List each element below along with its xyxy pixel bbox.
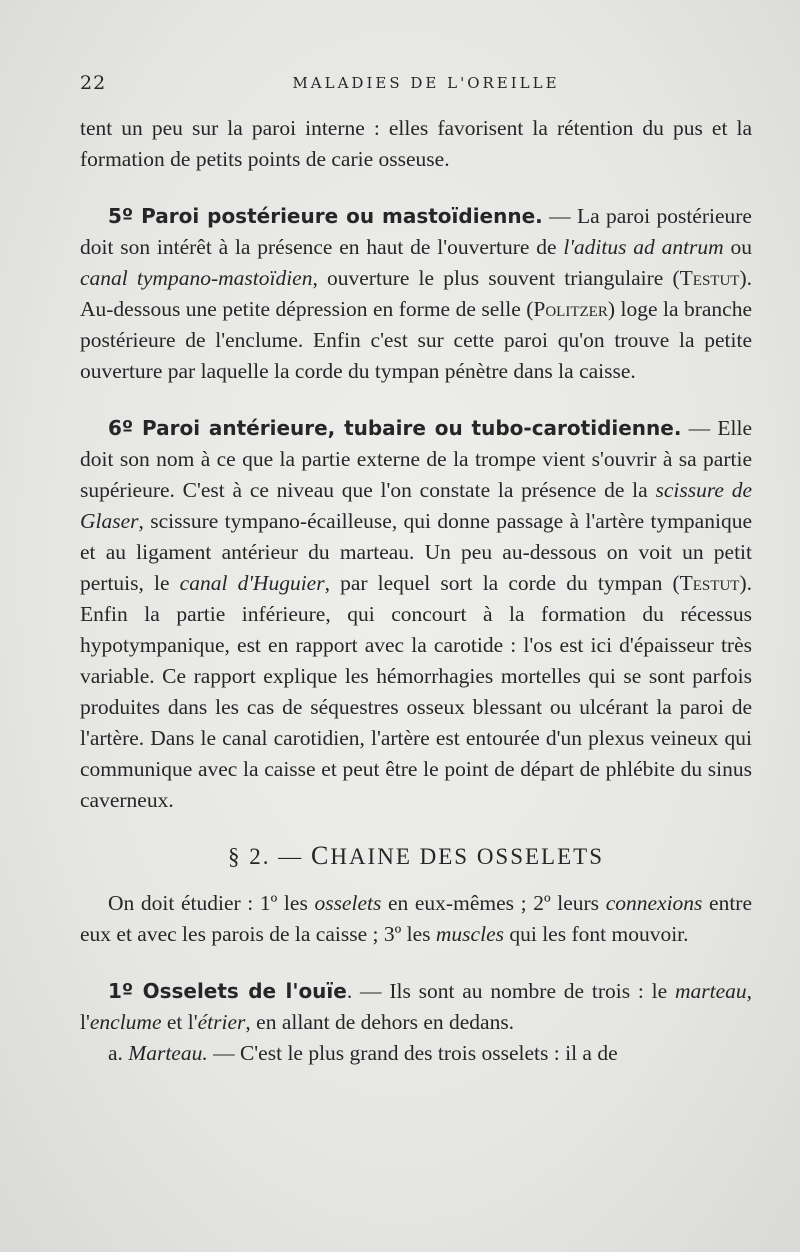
italic-term: étrier <box>197 1010 246 1034</box>
page-number: 22 <box>80 72 107 94</box>
paragraph-text: tent un peu sur la paroi interne : elles favorisent la rétention du pus et la formation de petits points de carie osseuse. <box>80 116 752 171</box>
text-run: . — Ils sont au nombre de trois : le <box>346 979 675 1003</box>
text-run: ou <box>723 235 752 259</box>
text-run: ). Au-dessous une petite dépression en forme de selle ( <box>80 266 752 321</box>
paragraph-anterior-wall <box>80 413 752 816</box>
section-heading: 5º Paroi postérieure ou mastoïdienne. <box>108 204 543 228</box>
section-heading: 6º Paroi antérieure, tubaire ou tubo-carotidienne. <box>108 416 682 440</box>
italic-term: connexions <box>605 891 703 915</box>
author-name: Testut <box>679 571 740 595</box>
section-title <box>80 840 752 872</box>
author-name: Testut <box>679 266 740 290</box>
section-dash: — <box>270 844 311 869</box>
section-heading: 1º Osselets de l'ouïe <box>108 979 347 1003</box>
text-run: , scissure tympano-écailleuse, qui donne passage à l'artère tympanique et au ligament antérieur du marteau. Un peu au-dessous on voit un petit pertuis, le <box>80 509 752 595</box>
italic-term: canal d'Huguier <box>179 571 325 595</box>
text-run: et l' <box>161 1010 198 1034</box>
paragraph-study-plan <box>80 888 752 950</box>
running-title: MALADIES DE L'OREILLE <box>292 74 560 92</box>
text-run: — Elle doit son nom à ce que la partie externe de la trompe vient s'ouvrir à sa partie supérieure. C'est à ce niveau que l'on constate la présence de la <box>80 416 752 502</box>
italic-term: Marteau. <box>128 1041 208 1065</box>
paragraph-marteau <box>80 1038 752 1069</box>
italic-term: marteau <box>674 979 747 1003</box>
italic-term: canal tympano-mastoïdien <box>80 266 313 290</box>
text-run: , ouverture le plus souvent triangulaire ( <box>312 266 680 290</box>
author-name: Politzer <box>533 297 608 321</box>
section-title-rest: HAINE DES OSSELETS <box>330 844 604 869</box>
page-body <box>80 113 752 1069</box>
section-initial: C <box>310 841 331 870</box>
italic-term: l'aditus ad antrum <box>563 235 724 259</box>
text-run: a. <box>108 1041 129 1065</box>
page-header <box>80 72 752 96</box>
text-run: ) loge la branche postérieure de l'enclume. Enfin c'est sur cette paroi qu'on trouve la petite ouverture par laquelle la corde du tympan pénètre dans la caisse. <box>80 297 753 383</box>
text-run: en eux-mêmes ; 2º leurs <box>381 891 606 915</box>
italic-term: osselets <box>314 891 382 915</box>
italic-term: muscles <box>435 922 504 946</box>
text-run: , en allant de dehors en dedans. <box>245 1010 515 1034</box>
text-run: — C'est le plus grand des trois osselets : il a de <box>207 1041 618 1065</box>
text-run: entre eux et avec les parois de la caisse ; 3º les <box>80 891 753 946</box>
text-run: ). Enfin la partie inférieure, qui concourt à la formation du récessus hypotympanique, est en rapport avec la carotide : l'os est ici d'épaisseur très variable. Ce rapport explique les hémorrhagies mortelles qui se sont parfois produites dans les cas de séquestres osseux blessant ou ulcérant la paroi de l'artère. Dans le canal carotidien, l'artère est entourée d'un plexus veineux qui communique avec la caisse et peut être le point de départ de phlébite du sinus caverneux. <box>80 571 752 812</box>
text-run: , par lequel sort la corde du tympan ( <box>324 571 680 595</box>
text-run: — La paroi postérieure doit son intérêt à la présence en haut de l'ouverture de <box>80 204 752 259</box>
paragraph-ossicles <box>80 976 752 1038</box>
paragraph-posterior-wall <box>80 201 752 387</box>
italic-term: scissure de Glaser <box>80 478 752 533</box>
text-run: qui les font mouvoir. <box>503 922 689 946</box>
paragraph-continuation <box>80 113 752 175</box>
italic-term: enclume <box>89 1010 162 1034</box>
text-run: , l' <box>80 979 752 1034</box>
section-number: § 2. <box>227 844 271 869</box>
text-run: On doit étudier : 1º les <box>108 891 315 915</box>
